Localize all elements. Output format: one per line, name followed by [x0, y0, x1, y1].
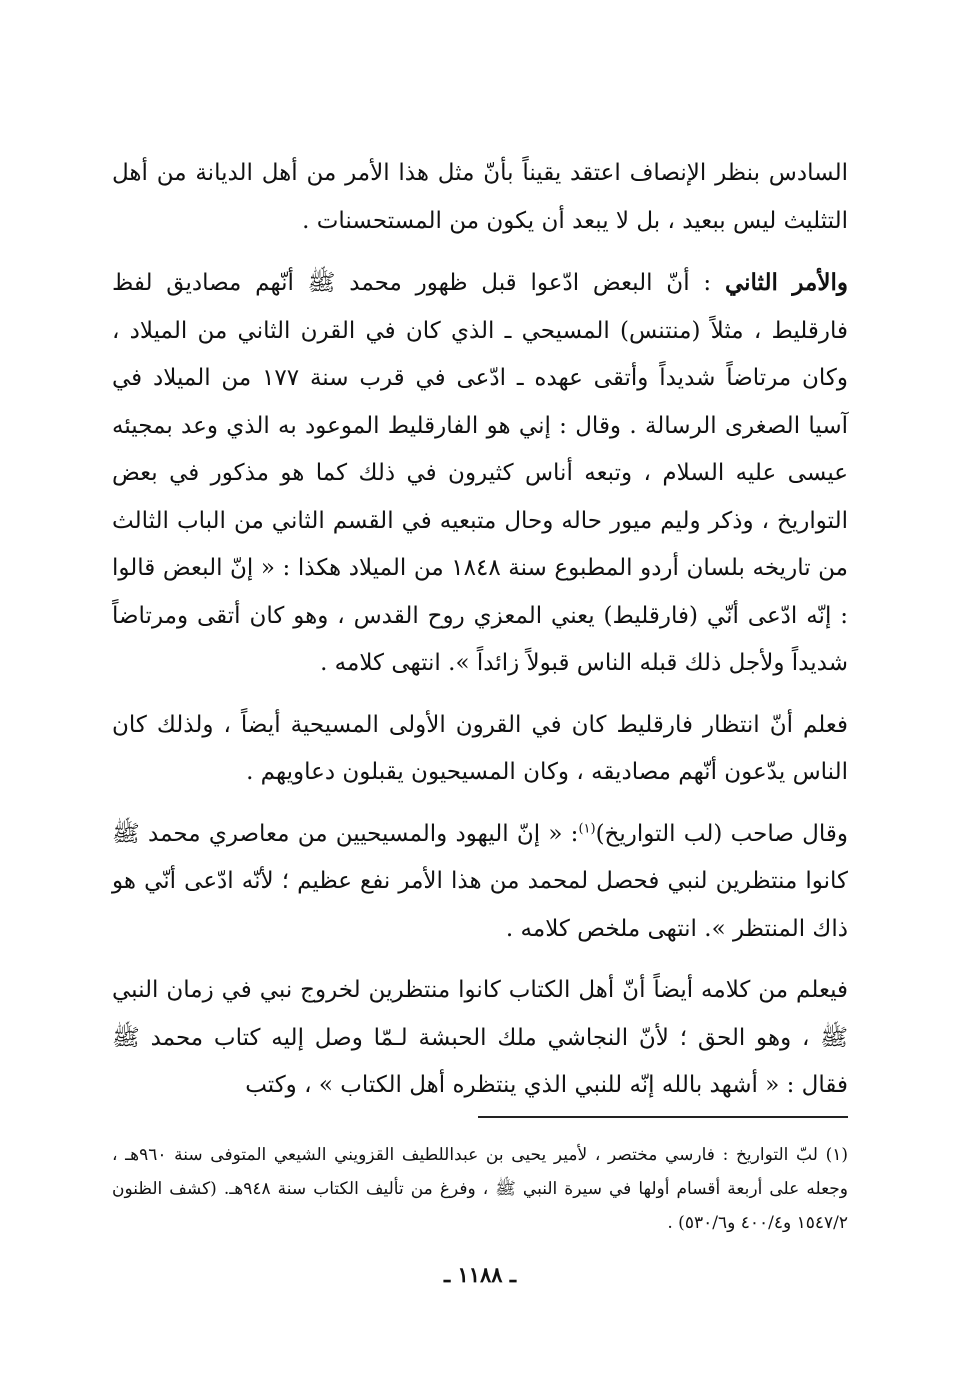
paragraph-4-text-a: وقال صاحب (لب التواريخ) — [595, 820, 848, 847]
footnote-divider — [478, 1116, 848, 1118]
paragraph-3: فعلم أنّ انتظار فارقليط كان في القرون الأولى المسيحية أيضاً ، ولذلك كان الناس يدّعون أنّهم مصاديقه ، وكان المسيحيون يقبلون دعاويهم . — [112, 711, 848, 785]
paragraph-2-text: : أنّ البعض ادّعوا قبل ظهور محمد ﷺ أنّهم مصاديق لفظ فارقليط ، مثلاً (منتنس) المسيحي ـ الذي كان في القرن الثاني من الميلاد ، وكان مرتاضاً شديداً وأتقى عهده ـ ادّعى في قرب سنة ١٧٧ من الميلاد في آسيا الصغرى الرسالة . وقال : إني هو الفارقليط الموعود به الذي وعد بمجيئه عيسى عليه السلام ، وتبعه أناس كثيرون في ذلك كما هو مذكور في بعض التواريخ ، وذكر وليم ميور حاله وحال متبعيه في القسم الثاني من الباب الثالث من تاريخه بلسان أردو المطبوع سنة ١٨٤٨ من الميلاد هكذا : « إنّ البعض قالوا : إنّه ادّعى أنّي (فارقليط) يعني المعزي روح القدس ، وهو كان أتقى ومرتاضاً شديداً ولأجل ذلك قبله الناس قبولاً زائداً ». انتهى كلامه . — [112, 270, 848, 676]
footnotes — [112, 1138, 848, 1240]
paragraph-4-text-b: : « إنّ اليهود والمسيحيين من معاصري محمد ﷺ كانوا منتظرين لنبي فحصل لمحمد من هذا الأمر نفع عظيم ؛ لأنّه ادّعى أنّي هو ذاك المنتظر ». انتهى ملخص كلامه . — [112, 820, 848, 942]
page-number: ـ ١١٨٨ ـ — [443, 1262, 517, 1287]
paragraph-1: السادس بنظر الإنصاف اعتقد يقيناً بأنّ مثل هذا الأمر من أهل الديانة من أهل التثليث ليس ببعيد ، بل لا يبعد أن يكون من المستحسنات . — [112, 160, 848, 234]
paragraph-2 — [112, 259, 848, 688]
paragraph-4 — [112, 811, 848, 954]
footnote-1: (١) لبّ التواريخ : فارسي مختصر ، لأمير يحيى بن عبداللطيف القزويني الشيعي المتوفى سنة ٩٦٠هـ ، وجعله على أربعة أقسام أولها في سيرة النبي ﷺ ، وفرغ من تأليف الكتاب سنة ٩٤٨هـ. (كشف الظنون ١٥٤٧/٢ و٤٠٠/٤ و٥٣٠/٦) . — [112, 1145, 849, 1233]
body-text — [112, 150, 848, 1110]
paragraph-5: فيعلم من كلامه أيضاً أنّ أهل الكتاب كانوا منتظرين لخروج نبي في زمان النبي ﷺ ، وهو الحق ؛ لأنّ النجاشي ملك الحبشة لـمّا وصل إليه كتاب محمد ﷺ فقال : « أشهد بالله إنّه للنبي الذي ينتظره أهل الكتاب » ، وكتب — [112, 977, 848, 1098]
footnote-reference-1[interactable]: (١) — [578, 820, 596, 836]
paragraph-2-lead: والأمر الثاني — [724, 269, 848, 296]
